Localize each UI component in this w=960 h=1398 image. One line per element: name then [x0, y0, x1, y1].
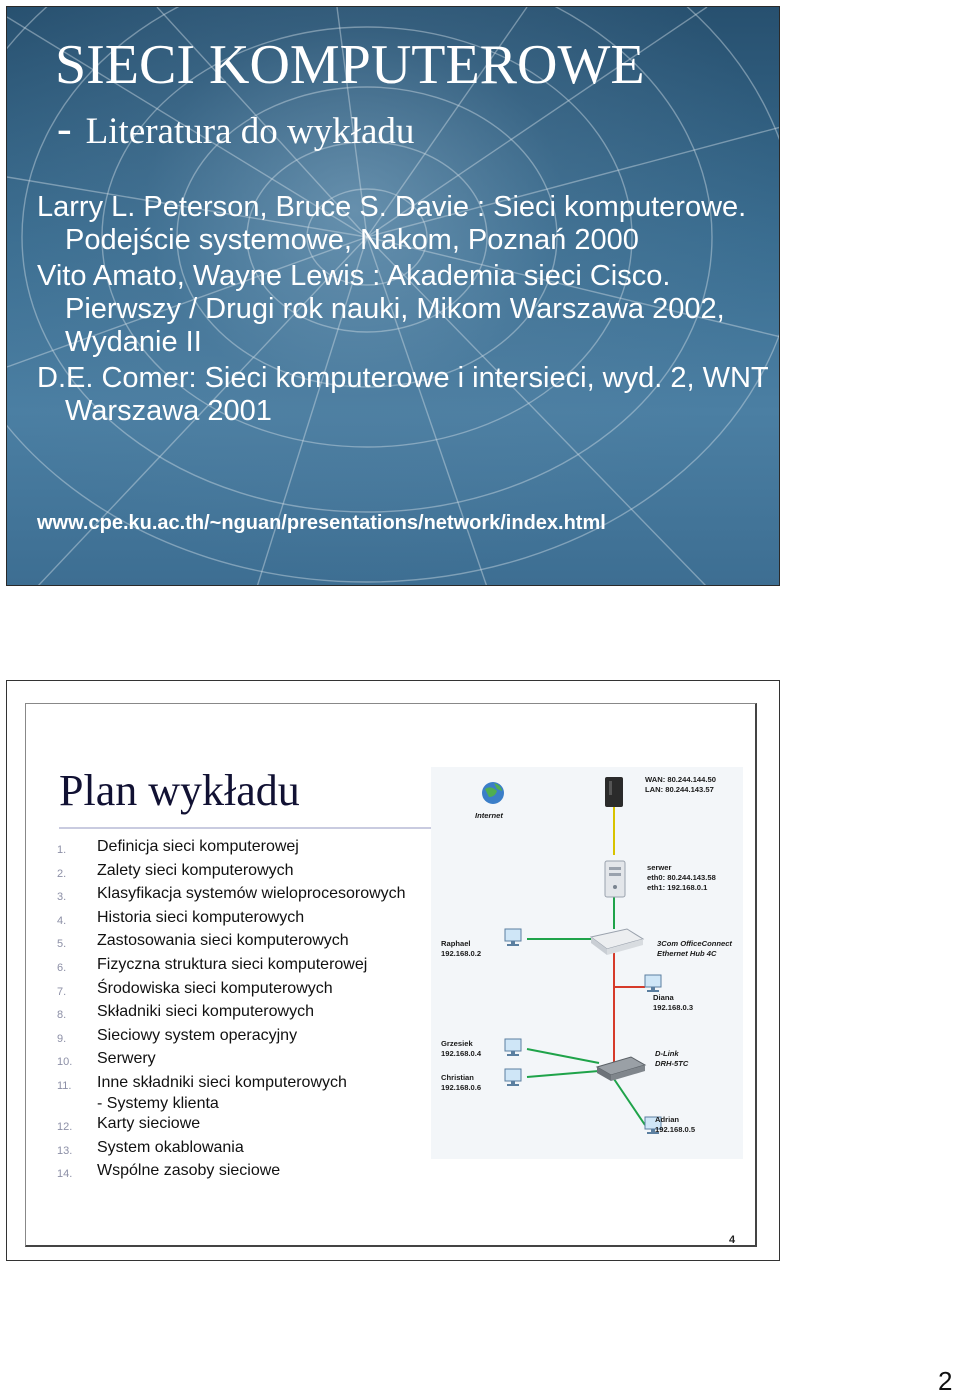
internet-label: Internet [475, 811, 503, 820]
slide-literatura [6, 6, 780, 586]
diana-ip-label: 192.168.0.3 [653, 1003, 694, 1012]
item-text: Definicja sieci komputerowej [97, 838, 299, 855]
item-number: 9. [57, 1032, 67, 1045]
slide-plan-wykladu [6, 680, 780, 1261]
item-sub-text: - Systemy klienta [97, 1094, 219, 1112]
diana-name-label: Diana [653, 993, 674, 1002]
list-item [51, 979, 431, 1003]
hub-icon [591, 929, 643, 955]
reference-url[interactable]: www.cpe.ku.ac.th/~nguan/presentations/network/index.html [37, 512, 606, 534]
slide-subtitle [57, 103, 414, 154]
reference-item: D.E. Comer: Sieci komputerowe i intersieci, wyd. 2, WNT Warszawa 2001 [37, 362, 769, 427]
hub-model-label: Ethernet Hub 4C [657, 949, 717, 958]
raphael-ip-label: 192.168.0.2 [441, 949, 482, 958]
hub-name-label: 3Com OfficeConnect [657, 939, 732, 948]
workstation-icon-grzesiek [505, 1039, 521, 1056]
grzesiek-ip-label: 192.168.0.4 [441, 1049, 482, 1058]
item-number: 8. [57, 1009, 67, 1022]
dlink-name-label: D-Link [655, 1049, 679, 1058]
item-text: Zastosowania sieci komputerowych [97, 932, 349, 950]
item-text: Zalety sieci komputerowych [97, 861, 294, 879]
item-number: 7. [57, 985, 67, 998]
raphael-name-label: Raphael [441, 939, 471, 948]
title-divider [59, 827, 433, 829]
server-eth1-label: eth1: 192.168.0.1 [647, 883, 708, 892]
item-number: 1. [57, 844, 67, 856]
workstation-icon-raphael [505, 929, 521, 946]
adrian-ip-label: 192.168.0.5 [655, 1125, 696, 1134]
dlink-model-label: DRH-5TC [655, 1059, 689, 1068]
workstation-icon-diana [645, 975, 661, 992]
slide-page-number: 4 [729, 1234, 736, 1246]
server-icon [605, 861, 625, 897]
wan-label: WAN: 80.244.144.50 [645, 775, 716, 784]
item-text: Klasyfikacja systemów wieloprocesorowych [97, 885, 406, 903]
item-number: 6. [57, 961, 67, 974]
list-item [51, 884, 431, 908]
reference-item: Vito Amato, Wayne Lewis : Akademia sieci Cisco. Pierwszy / Drugi rok nauki, Mikom Warszawa 2002, Wydanie II [37, 260, 725, 358]
list-item [51, 931, 431, 955]
item-text: Wspólne zasoby sieciowe [97, 1162, 281, 1180]
reference-list [37, 191, 777, 431]
modem-icon [605, 777, 623, 807]
item-number: 11. [57, 1079, 72, 1092]
item-number: 13. [57, 1144, 73, 1157]
christian-ip-label: 192.168.0.6 [441, 1083, 482, 1092]
grzesiek-name-label: Grzesiek [441, 1039, 473, 1048]
item-main-text: Inne składniki sieci komputerowych [97, 1073, 347, 1091]
item-text: Serwery [97, 1050, 156, 1068]
list-item [51, 955, 431, 979]
network-diagram [431, 767, 743, 1159]
list-item [51, 1138, 431, 1162]
item-text: Środowiska sieci komputerowych [97, 979, 333, 997]
item-number: 10. [57, 1056, 73, 1069]
item-text: Sieciowy system operacyjny [97, 1026, 298, 1044]
item-text: Składniki sieci komputerowych [97, 1003, 314, 1021]
slide-title: SIECI KOMPUTEROWE [55, 34, 645, 96]
reference-item: Larry L. Peterson, Bruce S. Davie : Sieci komputerowe. Podejście systemowe, Nakom, Poznań 2000 [37, 191, 747, 256]
workstation-icon-christian [505, 1069, 521, 1086]
item-text: Fizyczna struktura sieci komputerowej [97, 955, 368, 973]
document-page-number: 2 [938, 1366, 953, 1396]
subtitle-text: Literatura do wykładu [85, 111, 415, 152]
lecture-plan-list [51, 837, 431, 1185]
list-item [51, 1002, 431, 1026]
item-number: 14. [57, 1168, 73, 1181]
list-item [51, 1114, 431, 1138]
list-item [51, 1161, 431, 1185]
adrian-name-label: Adrian [655, 1115, 680, 1124]
list-item [51, 1049, 431, 1073]
list-item [51, 837, 431, 861]
list-item [51, 1026, 431, 1050]
item-number: 12. [57, 1121, 73, 1134]
item-text [97, 1073, 431, 1114]
list-item [51, 908, 431, 932]
item-number: 4. [57, 914, 67, 927]
christian-name-label: Christian [441, 1073, 474, 1082]
item-number: 5. [57, 938, 67, 951]
slide-title: Plan wykładu [59, 766, 300, 815]
lan-label: LAN: 80.244.143.57 [645, 785, 714, 794]
list-item [51, 861, 431, 885]
item-text: Karty sieciowe [97, 1115, 201, 1133]
list-item [51, 1073, 431, 1114]
network-diagram-graphics [431, 767, 743, 1159]
server-eth0-label: eth0: 80.244.143.58 [647, 873, 716, 882]
internet-globe-icon [482, 782, 504, 804]
switch-icon [597, 1057, 645, 1081]
item-text: System okablowania [97, 1138, 244, 1156]
item-number: 2. [57, 867, 67, 880]
server-name-label: serwer [647, 863, 672, 872]
subtitle-dash: - [57, 104, 72, 153]
item-text: Historia sieci komputerowych [97, 908, 305, 926]
item-number: 3. [57, 891, 67, 904]
